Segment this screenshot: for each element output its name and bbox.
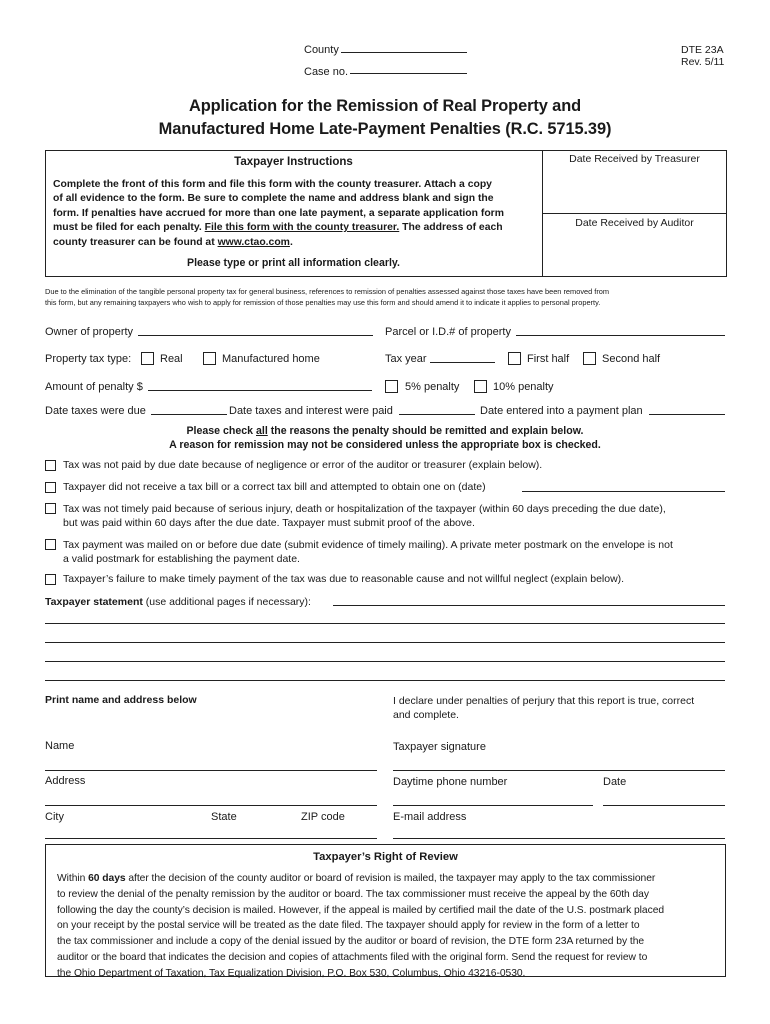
phone-label: Daytime phone number <box>393 776 508 788</box>
date-box-divider <box>542 213 727 214</box>
date-plan-label: Date entered into a payment plan <box>480 405 643 417</box>
reason-4-label: Tax payment was mailed on or before due date (submit evidence of timely mailing). A private meter postmark on the envelope is not a valid postmark for establishing the payment date. <box>63 539 673 565</box>
perjury-declaration: I declare under penalties of perjury that this report is true, correct and complete. <box>393 695 695 721</box>
page-title-line1: Application for the Remission of Real Property and <box>188 97 582 115</box>
date-paid-field[interactable] <box>399 414 475 415</box>
form-id: DTE 23A <box>681 44 724 56</box>
ctao-link[interactable]: www.ctao.com <box>217 236 290 248</box>
case-number-field[interactable] <box>350 73 467 74</box>
property-type-label: Property tax type: <box>45 353 132 365</box>
five-percent-checkbox[interactable] <box>385 380 398 393</box>
city-label: City <box>45 811 64 823</box>
page-title-line2: Manufactured Home Late-Payment Penalties (R.C. 5715.39) <box>158 120 612 138</box>
owner-field[interactable] <box>138 335 373 336</box>
reason-2-checkbox[interactable] <box>45 482 56 493</box>
date-due-field[interactable] <box>151 414 227 415</box>
date-label: Date <box>603 776 627 788</box>
date-paid-label: Date taxes and interest were paid <box>229 405 393 417</box>
name-field[interactable] <box>45 770 377 771</box>
taxpayer-signature-label: Taxpayer signature <box>393 741 486 753</box>
date-received-treasurer-field[interactable] <box>544 168 725 212</box>
parcel-label: Parcel or I.D.# of property <box>385 326 511 338</box>
date-plan-field[interactable] <box>649 414 725 415</box>
manufactured-home-checkbox[interactable] <box>203 352 216 365</box>
reason-1-label: Tax was not paid by due date because of negligence or error of the auditor or treasurer (explain below). <box>63 459 543 471</box>
instructions-text: Complete the front of this form and file this form with the county treasurer. Attach a copy of all evidence to the form. Be sure to complete the name and address blank and sign the form. If penalties have accrued for more than one late payment, a separate application form must be filed for each penalty. File this form with the county treasurer. The address of each county treasurer can be found at www.ctao.com. <box>53 179 504 248</box>
second-half-label: Second half <box>602 353 661 365</box>
owner-label: Owner of property <box>45 326 134 338</box>
tax-year-field[interactable] <box>430 362 495 363</box>
city-state-zip-field[interactable] <box>45 838 377 839</box>
zip-label: ZIP code <box>301 811 345 823</box>
reasons-heading-2: A reason for remission may not be considered unless the appropriate box is checked. <box>169 439 601 451</box>
statement-line-3[interactable] <box>45 642 725 643</box>
tax-year-label: Tax year <box>385 353 427 365</box>
reason-5-checkbox[interactable] <box>45 574 56 585</box>
parcel-field[interactable] <box>516 335 725 336</box>
second-half-checkbox[interactable] <box>583 352 596 365</box>
statement-line-2[interactable] <box>45 623 725 624</box>
first-half-label: First half <box>527 353 570 365</box>
statement-line-4[interactable] <box>45 661 725 662</box>
email-label: E-mail address <box>393 811 467 823</box>
state-label: State <box>211 811 237 823</box>
phone-field[interactable] <box>393 805 593 806</box>
ten-percent-checkbox[interactable] <box>474 380 487 393</box>
address-label: Address <box>45 775 86 787</box>
date-received-auditor-field[interactable] <box>544 232 725 275</box>
county-field[interactable] <box>341 52 467 53</box>
reasons-heading-1: Please check all the reasons the penalty should be remitted and explain below. <box>186 425 584 437</box>
first-half-checkbox[interactable] <box>508 352 521 365</box>
email-field[interactable] <box>393 838 725 839</box>
print-note: Please type or print all information clearly. <box>187 257 400 269</box>
print-name-heading: Print name and address below <box>45 694 197 706</box>
address-field[interactable] <box>45 805 377 806</box>
reason-1-checkbox[interactable] <box>45 460 56 471</box>
right-of-review-text: Within 60 days after the decision of the county auditor or board of revision is mailed, the taxpayer may apply to the tax commissioner to review the denial of the penalty remission by the auditor or board. The tax commissioner must receive the appeal by the 60th day following the day the county’s decision is mailed. However, if the appeal is mailed by certified mail the date of the U.S. postmark placed on your receipt by the postal service will be treated as the date filed. The taxpayer should apply for review in the form of a letter to the tax commissioner and include a copy of the denial issued by the auditor or board of revision, the DTE form 23A returned by the auditor or the board that indicates the decision and copies of attachments filed with the original form. Send the request for review to the Ohio Department of Taxation, Tax Equalization Division, P.O. Box 530, Columbus, Ohio 43216-0530. <box>57 873 665 979</box>
date-received-auditor-label: Date Received by Auditor <box>575 217 694 229</box>
reason-3-label: Tax was not timely paid because of serious injury, death or hospitalization of the taxpayer (within 60 days preceding the due date), but was paid within 60 days after the due date. Taxpayer must submit proof of the above. <box>63 503 666 529</box>
reason-4-checkbox[interactable] <box>45 539 56 550</box>
statement-line-5[interactable] <box>45 680 725 681</box>
date-field[interactable] <box>603 805 725 806</box>
county-label: County <box>304 44 339 56</box>
date-received-treasurer-label: Date Received by Treasurer <box>569 153 700 165</box>
statement-line-1[interactable] <box>333 605 725 606</box>
reason-3-checkbox[interactable] <box>45 503 56 514</box>
right-of-review-heading: Taxpayer’s Right of Review <box>313 851 458 863</box>
taxpayer-signature-field[interactable] <box>393 770 725 771</box>
reason-5-label: Taxpayer’s failure to make timely payment of the tax was due to reasonable cause and not willful neglect (explain below). <box>63 573 625 585</box>
name-label: Name <box>45 740 75 752</box>
form-revision: Rev. 5/11 <box>681 56 725 68</box>
five-percent-label: 5% penalty <box>405 381 460 393</box>
reason-2-label: Taxpayer did not receive a tax bill or a correct tax bill and attempted to obtain one on (date) <box>63 481 486 493</box>
ten-percent-label: 10% penalty <box>493 381 554 393</box>
penalty-amount-label: Amount of penalty $ <box>45 381 143 393</box>
manufactured-home-label: Manufactured home <box>222 353 320 365</box>
reason-2-date-field[interactable] <box>522 491 725 492</box>
date-due-label: Date taxes were due <box>45 405 146 417</box>
taxpayer-statement-label: Taxpayer statement (use additional pages if necessary): <box>45 596 311 608</box>
personal-property-notice: Due to the elimination of the tangible personal property tax for general business, references to remission of penalties assessed against those taxes have been removed from this form, but any remaining taxpayers who wish to apply for remission of those penalties may use this form and should amend it to indicate it applies to personal property. <box>45 287 610 307</box>
real-checkbox[interactable] <box>141 352 154 365</box>
instructions-heading: Taxpayer Instructions <box>234 156 353 168</box>
penalty-amount-field[interactable] <box>148 390 372 391</box>
real-label: Real <box>160 353 183 365</box>
case-number-label: Case no. <box>304 66 349 78</box>
